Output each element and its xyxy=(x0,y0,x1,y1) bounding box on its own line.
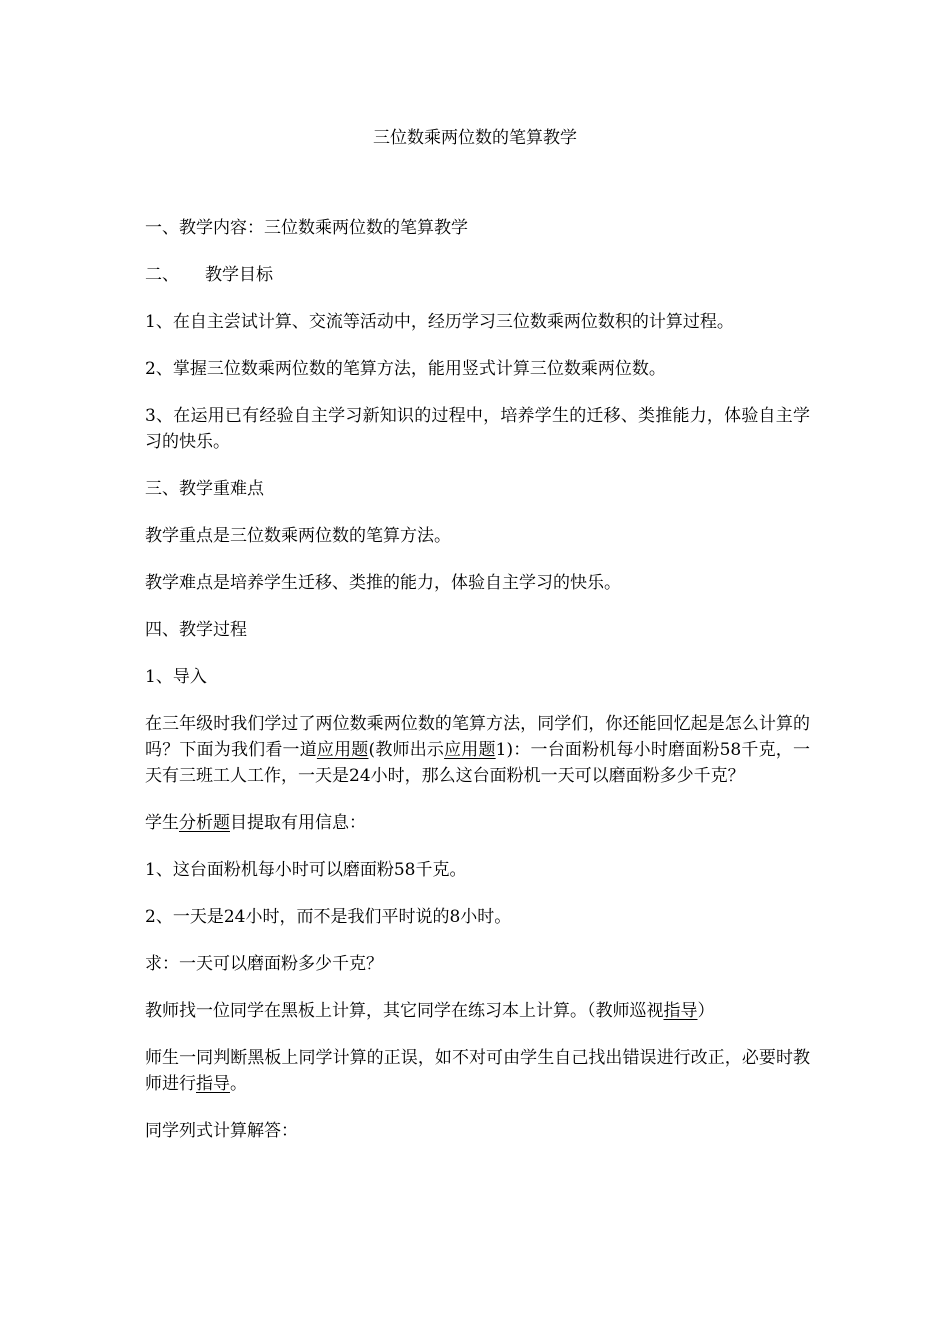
goals-heading xyxy=(145,262,810,288)
guidance-link-2[interactable]: 指导 xyxy=(196,1074,230,1094)
teacher-p1-text: 教师找一位同学在黑板上计算，其它同学在练习本上计算。（教师巡视 xyxy=(145,1001,664,1021)
teacher-p2-text: 师生一同判断黑板上同学计算的正误，如不对可由学生自己找出错误进行改正，必要时教师进行 xyxy=(145,1048,810,1094)
goal-3: 3、在运用已有经验自主学习新知识的过程中，培养学生的迁移、类推能力，体验自主学习的快乐。 xyxy=(145,406,810,452)
intro-heading: 1、导入 xyxy=(145,667,207,687)
difficulty-text: 教学难点是培养学生迁移、类推的能力，体验自主学习的快乐。 xyxy=(145,573,621,593)
guidance-link[interactable]: 指导 xyxy=(663,1001,698,1021)
teacher-p2-end: 。 xyxy=(230,1074,247,1094)
goal-2: 2、掌握三位数乘两位数的笔算方法，能用竖式计算三位数乘两位数。 xyxy=(145,359,666,379)
goals-heading-number: 二、 xyxy=(145,265,179,285)
question-line: 求：一天可以磨面粉多少千克？ xyxy=(145,954,383,974)
content-heading: 一、教学内容：三位数乘两位数的笔算教学 xyxy=(145,218,468,238)
intro-text-1: 在三年级时我们学过了两位数乘两位数的笔算方法，同学们，你还能回忆起是怎么计算的吗？下面为我们看一道 xyxy=(145,714,810,760)
keypoint-text: 教学重点是三位数乘两位数的笔算方法。 xyxy=(145,526,451,546)
goals-heading-text: 教学目标 xyxy=(205,265,273,285)
goal-1: 1、在自主尝试计算、交流等活动中，经历学习三位数乘两位数积的计算过程。 xyxy=(145,312,734,332)
document-title: 三位数乘两位数的笔算教学 xyxy=(373,128,577,148)
application-problem-link[interactable]: 应用题 xyxy=(316,740,369,760)
keypoints-heading: 三、教学重难点 xyxy=(145,479,264,499)
analysis-link[interactable]: 分析题 xyxy=(179,813,230,833)
document-body xyxy=(145,215,810,1144)
teacher-paragraph-1 xyxy=(145,998,810,1024)
analysis-post: 目提取有用信息： xyxy=(230,813,366,833)
analysis-line xyxy=(145,810,810,836)
teacher-p1-end: ） xyxy=(697,1001,715,1021)
intro-text-2: (教师出示 xyxy=(368,740,445,760)
info-item-1: 1、这台面粉机每小时可以磨面粉58千克。 xyxy=(145,860,467,880)
info-item-2: 2、一天是24小时，而不是我们平时说的8小时。 xyxy=(145,907,512,927)
application-problem-link-2[interactable]: 应用题 xyxy=(444,740,496,760)
solve-line: 同学列式计算解答： xyxy=(145,1121,298,1141)
process-heading: 四、教学过程 xyxy=(145,620,247,640)
intro-text-3: 1)：一台面粉机每小时磨面粉58千克，一天有三班工人工作，一天是24小时，那么这台面粉机一天可以磨面粉多少千克？ xyxy=(145,740,811,786)
teacher-paragraph-2 xyxy=(145,1045,810,1097)
analysis-pre: 学生 xyxy=(145,813,179,833)
intro-paragraph xyxy=(145,711,810,789)
